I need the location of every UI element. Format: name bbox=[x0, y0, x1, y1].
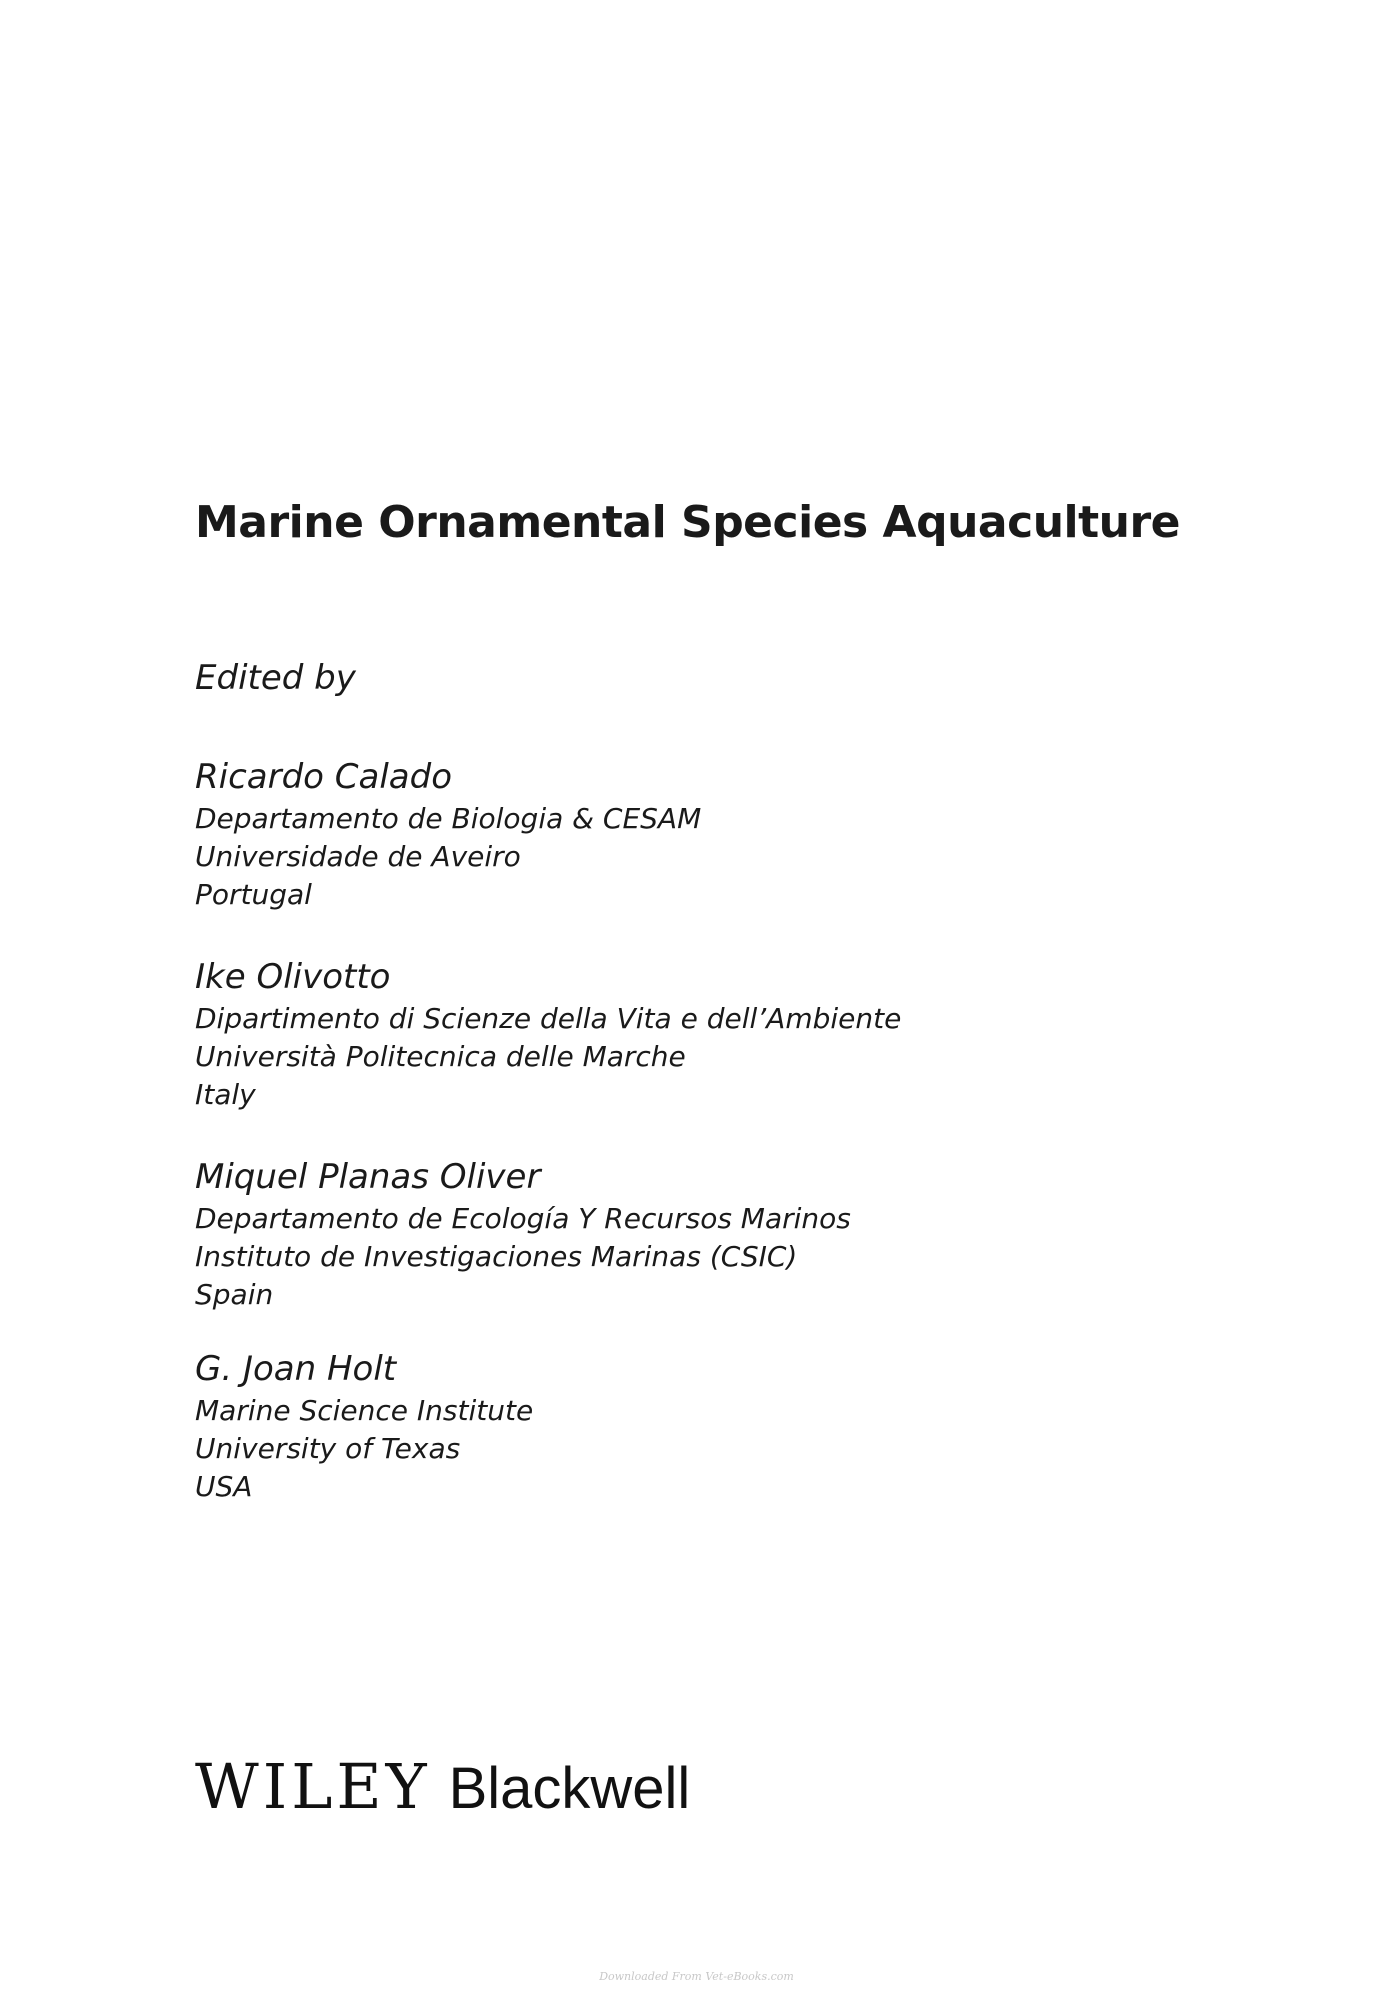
editor-country: Spain bbox=[195, 1278, 274, 1311]
editor-block bbox=[195, 754, 701, 914]
download-watermark: Downloaded From Vet-eBooks.com bbox=[599, 1970, 794, 1983]
editor-country: USA bbox=[195, 1470, 253, 1503]
editor-block bbox=[195, 1154, 851, 1314]
editor-name: G. Joan Holt bbox=[195, 1349, 397, 1389]
editor-institution: University of Texas bbox=[195, 1432, 461, 1465]
editor-name: Ike Olivotto bbox=[195, 957, 391, 997]
editor-institution: Instituto de Investigaciones Marinas (CSIC) bbox=[195, 1240, 798, 1273]
wiley-wordmark: WILEY bbox=[195, 1750, 431, 1823]
editor-name: Miquel Planas Oliver bbox=[195, 1157, 541, 1197]
editor-block bbox=[195, 954, 901, 1114]
edited-by-label: Edited by bbox=[195, 658, 356, 698]
book-title: Marine Ornamental Species Aquaculture bbox=[195, 497, 1180, 548]
editor-department: Departamento de Ecología Y Recursos Marinos bbox=[195, 1202, 851, 1235]
editor-department: Dipartimento di Scienze della Vita e dell’Ambiente bbox=[195, 1002, 902, 1035]
editor-country: Portugal bbox=[195, 878, 312, 911]
editor-name: Ricardo Calado bbox=[195, 757, 453, 797]
editor-institution: Universidade de Aveiro bbox=[195, 840, 521, 873]
editor-institution: Università Politecnica delle Marche bbox=[195, 1040, 686, 1073]
publisher-logo bbox=[195, 1750, 690, 1823]
editor-block bbox=[195, 1346, 533, 1506]
blackwell-wordmark: Blackwell bbox=[448, 1756, 691, 1821]
editor-department: Departamento de Biologia & CESAM bbox=[195, 802, 702, 835]
editor-country: Italy bbox=[195, 1078, 256, 1111]
editor-department: Marine Science Institute bbox=[195, 1394, 534, 1427]
